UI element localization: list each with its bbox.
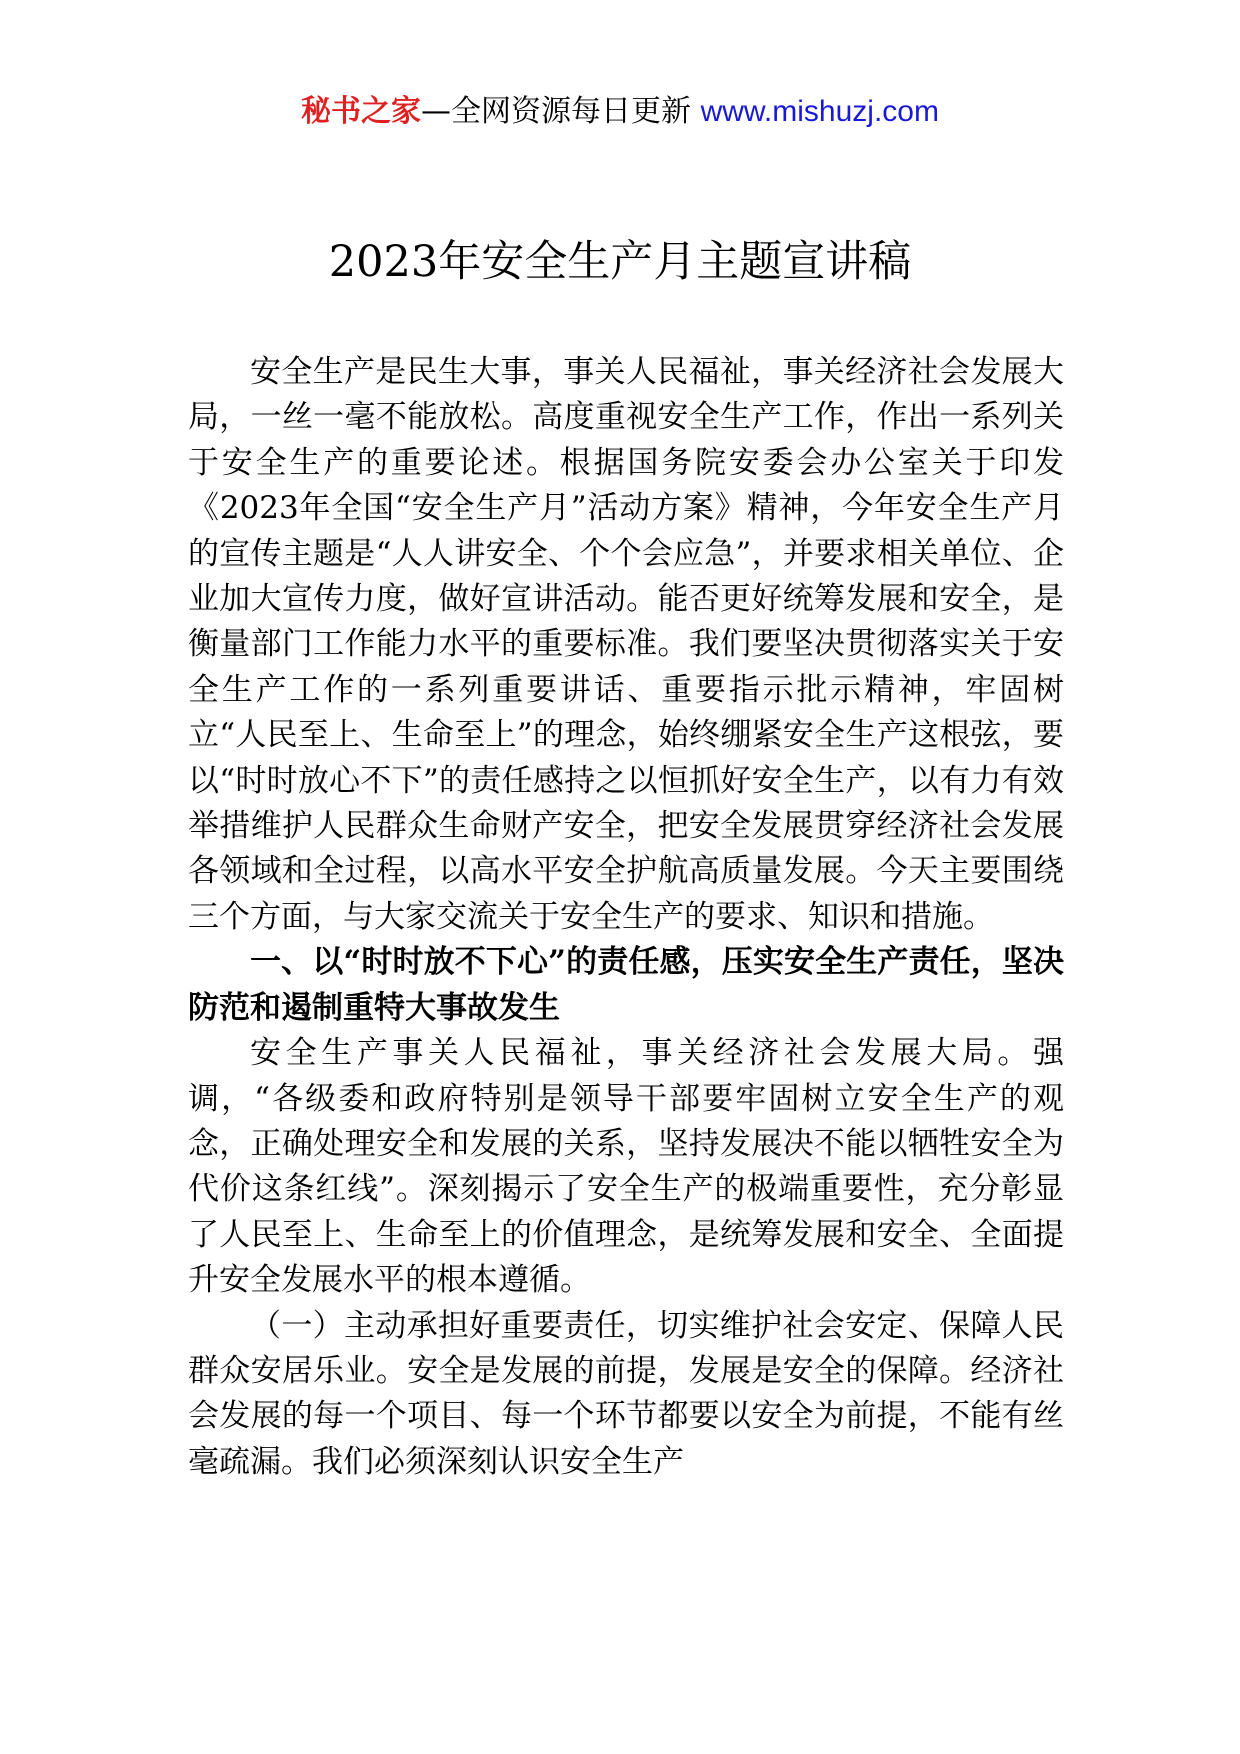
paragraph-subsection-1: （一）主动承担好重要责任，切实维护社会安定、保障人民群众安居乐业。安全是发展的前提，发展是安全的保障。经济社会发展的每一个项目、每一个环节都要以安全为前提，不能有丝毫疏漏。我们必须深刻认识安全生产	[188, 1307, 1064, 1480]
site-brand: 秘书之家	[301, 94, 422, 129]
site-tagline: —全网资源每日更新	[421, 94, 701, 129]
paragraph-section-1: 安全生产事关人民福祉，事关经济社会发展大局。强调，“各级委和政府特别是领导干部要牢固树立安全生产的观念，正确处理安全和发展的关系，坚持发展决不能以牺牲安全为代价这条红线”。深刻揭示了安全生产的极端重要性，充分彰显了人民至上、生命至上的价值理念，是统筹发展和安全、全面提升安全发展水平的根本遵循。	[188, 1035, 1064, 1299]
site-url-link[interactable]: www.mishuzj.com	[700, 95, 939, 128]
section-heading-1: 一、以“时时放不下心”的责任感，压实安全生产责任，坚决防范和遏制重特大事故发生	[188, 944, 1064, 1026]
paragraph-intro: 安全生产是民生大事，事关人民福祉，事关经济社会发展大局，一丝一毫不能放松。高度重视安全生产工作，作出一系列关于安全生产的重要论述。根据国务院安委会办公室关于印发《2023年全国“安全生产月”活动方案》精神，今年安全生产月的宣传主题是“人人讲安全、个个会应急”，并要求相关单位、企业加大宣传力度，做好宣讲活动。能否更好统筹发展和安全，是衡量部门工作能力水平的重要标准。我们要坚决贯彻落实关于安全生产工作的一系列重要讲话、重要指示批示精神，牢固树立“人民至上、生命至上”的理念，始终绷紧安全生产这根弦，要以“时时放心不下”的责任感持之以恒抓好安全生产，以有力有效举措维护人民群众生命财产安全，把安全发展贯穿经济社会发展各领域和全过程，以高水平安全护航高质量发展。今天主要围绕三个方面，与大家交流关于安全生产的要求、知识和措施。	[188, 354, 1064, 935]
site-header	[0, 92, 1240, 132]
document-title: 2023年安全生产月主题宣讲稿	[328, 237, 912, 287]
document-body	[188, 350, 1064, 1485]
